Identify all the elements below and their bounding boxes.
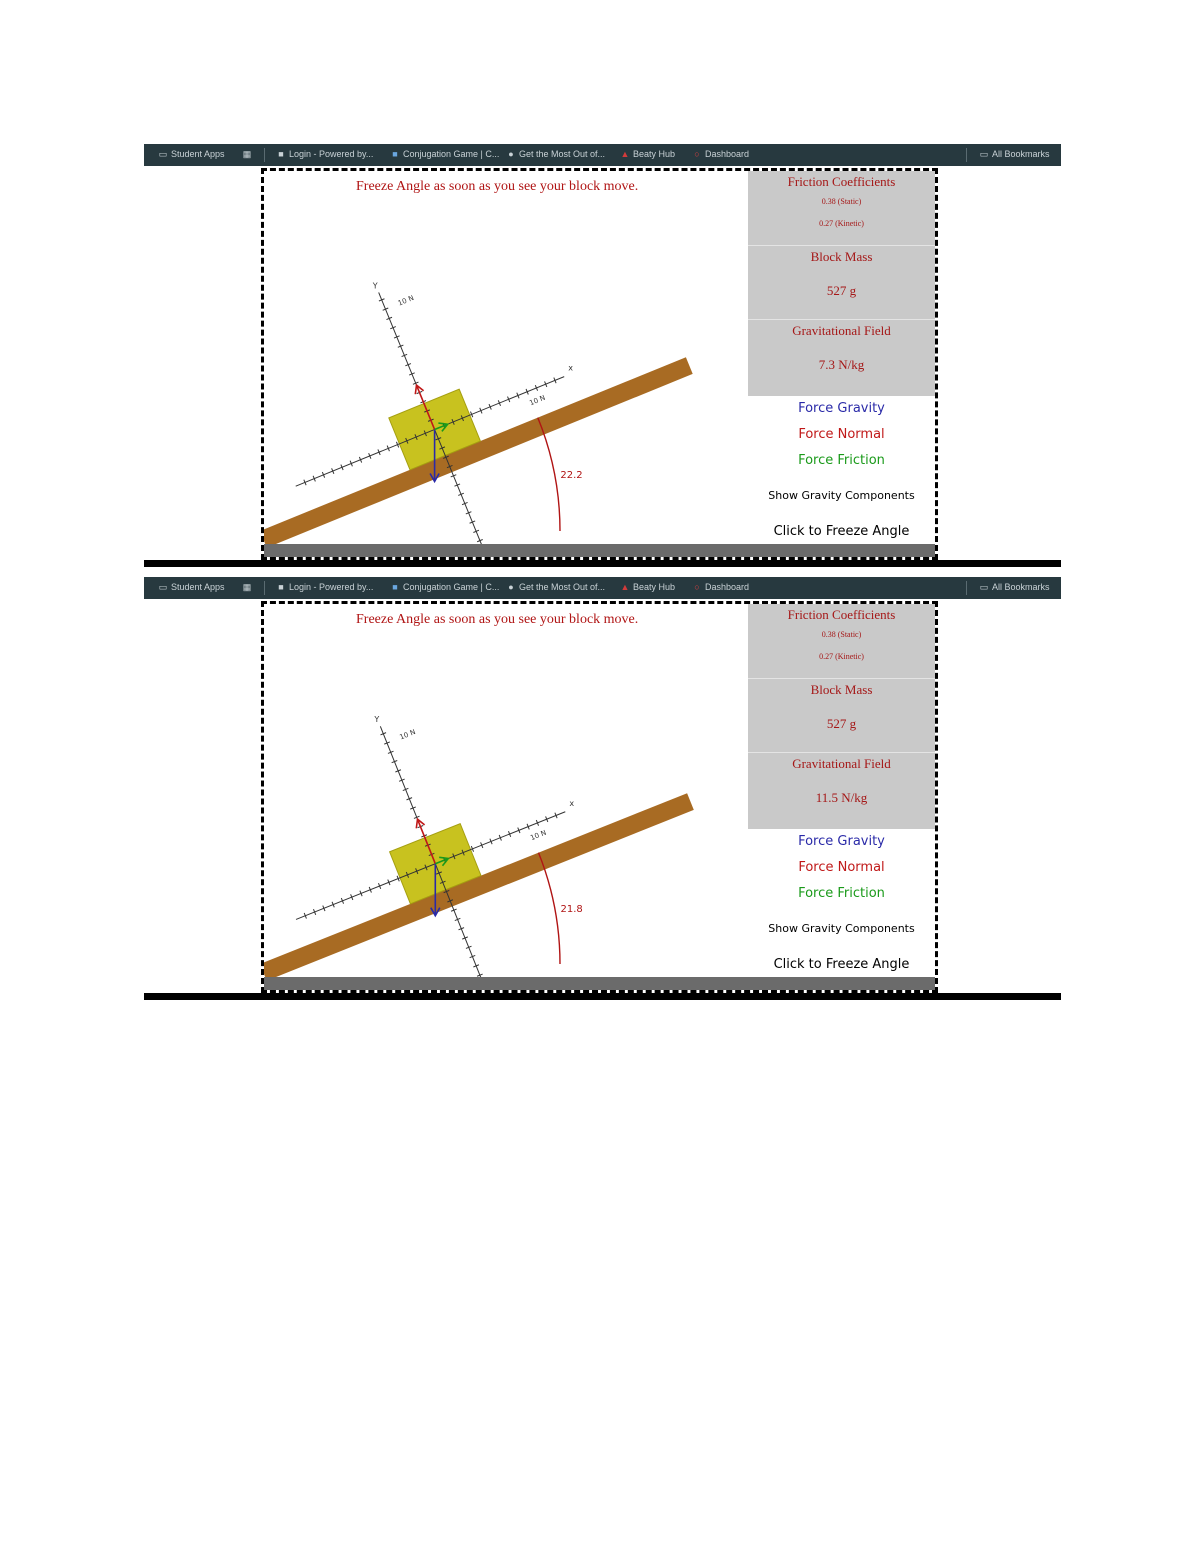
site-icon: ▲ [620,149,630,159]
force-normal-toggle[interactable]: Force Normal [798,860,885,875]
block-mass-title: Block Mass [810,682,873,697]
gravitational-field-title: Gravitational Field [792,756,891,771]
gravitational-field-value: 11.5 N/kg [815,790,868,805]
bookmark-get-most[interactable] [506,149,605,159]
screenshot-2 [144,577,1061,1003]
bookmark-login[interactable] [276,149,373,159]
friction-coefficients-title: Friction Coefficients [787,174,896,189]
instruction-text: Freeze Angle as soon as you see your block move. [356,179,639,194]
bookmark-label: Get the Most Out of... [519,582,606,592]
angle-value-label: 22.2 [560,470,583,482]
bookmark-dashboard[interactable] [692,149,749,159]
friction-coefficients-title: Friction Coefficients [787,607,896,622]
panel-divider [748,319,935,320]
site-icon: ○ [694,149,700,159]
show-gravity-components-button[interactable]: Show Gravity Components [768,489,915,502]
bookmark-login[interactable] [276,582,373,592]
bookmark-label: Dashboard [705,582,750,592]
static-coefficient: 0.38 (Static) [821,197,862,206]
y-axis-label: Y [374,715,380,725]
bookmark-label: Login - Powered by... [289,582,374,592]
x-axis-label: x [568,363,573,373]
bookmark-label: Conjugation Game | C... [403,582,500,592]
y-scale-label: 10 N [396,293,416,308]
force-friction-toggle[interactable]: Force Friction [798,453,885,468]
bar-separator [264,148,265,162]
bar-separator [966,581,967,595]
kinetic-coefficient: 0.27 (Kinetic) [819,219,864,228]
incline-ramp [264,793,694,981]
simulation-stage [261,168,938,560]
static-coefficient: 0.38 (Static) [821,630,862,639]
stage-footer [264,977,935,990]
force-gravity-toggle[interactable]: Force Gravity [798,401,885,416]
all-bookmarks-label: All Bookmarks [992,582,1050,592]
bookmark-label: Beaty Hub [633,582,676,592]
x-scale-label: 10 N [529,828,548,843]
all-bookmarks[interactable] [979,582,1050,592]
force-friction-toggle[interactable]: Force Friction [798,886,885,901]
panel-divider [748,245,935,246]
screenshot-1 [144,144,1061,570]
folder-icon: ▭ [979,149,989,159]
bookmark-label: Beaty Hub [633,149,676,159]
bookmarks-bar [144,577,1061,599]
block-mass-value: 527 g [826,283,857,298]
site-icon: ■ [278,149,284,159]
x-scale-label: 10 N [528,393,547,408]
freeze-angle-button[interactable]: Click to Freeze Angle [773,524,910,539]
show-gravity-components-button[interactable]: Show Gravity Components [768,922,915,935]
grid-icon: ▦ [242,582,252,592]
panel-divider [748,678,935,679]
y-axis-label: Y [372,281,378,291]
bookmark-label: Get the Most Out of... [519,149,606,159]
site-icon: ○ [694,582,700,592]
gravitational-field-value: 7.3 N/kg [818,357,865,372]
block-mass-title: Block Mass [810,249,873,264]
bookmark-get-most[interactable] [506,582,605,592]
incline-ramp [264,357,693,548]
force-gravity-toggle[interactable]: Force Gravity [798,834,885,849]
angle-value-label: 21.8 [560,904,583,916]
kinetic-coefficient: 0.27 (Kinetic) [819,652,864,661]
all-bookmarks[interactable] [979,149,1050,159]
taskbar-strip [144,560,1061,567]
site-icon: ● [508,582,514,592]
bookmark-label: Dashboard [705,149,750,159]
bookmark-conjugation[interactable] [390,582,499,592]
bookmark-beaty-hub[interactable] [620,582,675,592]
bookmark-label: Student Apps [171,149,225,159]
bookmark-student-apps[interactable] [158,149,225,159]
site-icon: ■ [392,582,398,592]
site-icon: ● [508,149,514,159]
folder-icon: ▭ [979,582,989,592]
simulation-stage [261,601,938,993]
freeze-angle-button[interactable]: Click to Freeze Angle [773,957,910,972]
site-icon: ■ [278,582,284,592]
all-bookmarks-label: All Bookmarks [992,149,1050,159]
stage-footer [264,544,935,557]
taskbar-strip [144,993,1061,1000]
bookmark-apps-grid[interactable] [242,149,252,159]
bookmark-label: Student Apps [171,582,225,592]
block-mass-value: 527 g [826,716,857,731]
bookmark-student-apps[interactable] [158,582,225,592]
grid-icon: ▦ [242,149,252,159]
bookmark-label: Conjugation Game | C... [403,149,500,159]
bar-separator [264,581,265,595]
panel-divider [748,752,935,753]
site-icon: ▲ [620,582,630,592]
gravitational-field-title: Gravitational Field [792,323,891,338]
bookmarks-bar [144,144,1061,166]
bookmark-conjugation[interactable] [390,149,499,159]
folder-apps-icon: ▭ [158,582,168,592]
y-scale-label: 10 N [398,728,417,742]
folder-apps-icon: ▭ [158,149,168,159]
info-panel [748,604,935,829]
x-axis-label: x [569,798,575,808]
bookmark-apps-grid[interactable] [242,582,252,592]
bookmark-dashboard[interactable] [692,582,749,592]
bookmark-label: Login - Powered by... [289,149,374,159]
info-panel [748,171,935,396]
force-normal-toggle[interactable]: Force Normal [798,427,885,442]
bar-separator [966,148,967,162]
site-icon: ■ [392,149,398,159]
instruction-text: Freeze Angle as soon as you see your block move. [356,612,639,627]
bookmark-beaty-hub[interactable] [620,149,675,159]
